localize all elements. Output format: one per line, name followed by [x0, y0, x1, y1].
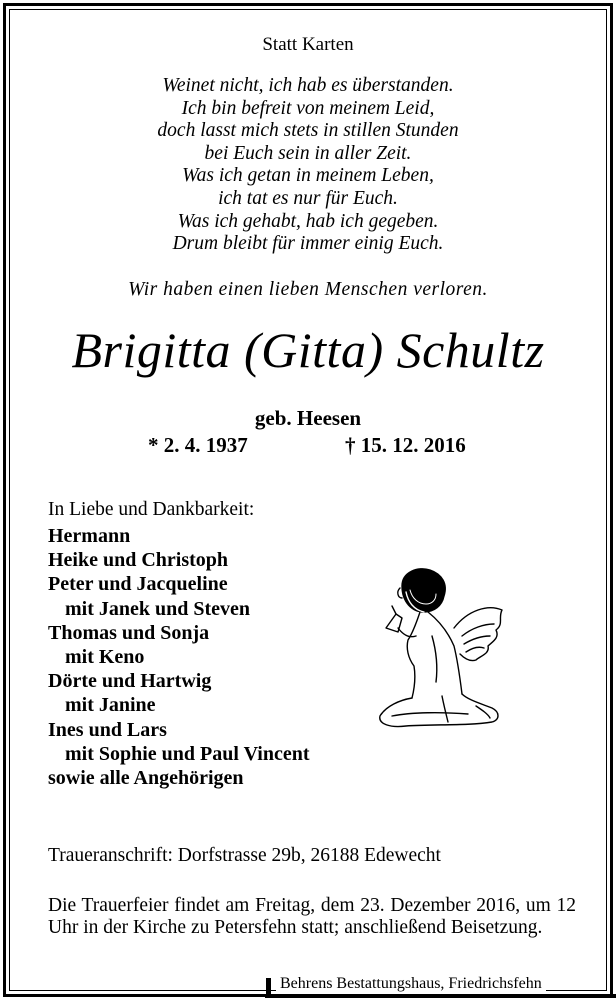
undertaker-baseline: [265, 994, 616, 998]
lost-line: Wir haben einen lieben Menschen verloren.: [128, 279, 488, 300]
poem-line: Was ich gehabt, hab ich gegeben.: [177, 210, 439, 232]
intro-text: Statt Karten: [262, 34, 354, 55]
family-member: Heike und Christoph: [48, 549, 229, 572]
birth-date: * 2. 4. 1937: [148, 433, 248, 457]
family-member: Hermann: [48, 525, 131, 547]
death-date: † 15. 12. 2016: [345, 433, 466, 457]
poem-line: ich tat es nur für Euch.: [218, 187, 398, 209]
poem-line: bei Euch sein in aller Zeit.: [204, 142, 412, 164]
poem-line: Was ich getan in meinem Leben,: [182, 165, 434, 187]
family-member: Thomas und Sonja: [48, 621, 210, 644]
poem-line: Weinet nicht, ich hab es überstanden.: [162, 75, 454, 96]
deceased-name: Brigitta (Gitta) Schultz: [71, 322, 545, 378]
birth-name: geb. Heesen: [254, 406, 362, 430]
mourning-address: Traueranschrift: Dorfstrasse 29b, 26188 Edewecht: [48, 845, 441, 866]
family-member: Ines und Lars: [48, 718, 167, 741]
family-member: Peter und Jacqueline: [48, 573, 228, 596]
family-member: mit Sophie und Paul Vincent: [65, 742, 310, 765]
family-member: Dörte und Hartwig: [48, 670, 212, 693]
poem: [0, 75, 616, 256]
praying-angel-icon: [372, 566, 508, 736]
poem-line: Drum bleibt für immer einig Euch.: [172, 233, 444, 255]
undertaker-name: Behrens Bestattungshaus, Friedrichsfehn: [276, 975, 546, 993]
thanks-heading: In Liebe und Dankbarkeit:: [48, 499, 255, 520]
family-member: sowie alle Angehörigen: [48, 767, 244, 790]
poem-line: Ich bin befreit von meinem Leid,: [181, 97, 435, 119]
ceremony-info: Die Trauerfeier findet am Freitag, dem 23. Dezember 2016, um 12 Uhr in der Kirche zu Petersfehn statt; anschließend Beisetzung.: [48, 895, 576, 938]
family-member: mit Keno: [65, 646, 145, 669]
family-member: mit Janine: [65, 694, 156, 717]
poem-line: doch lasst mich stets in stillen Stunden: [157, 120, 459, 142]
family-member: mit Janek und Steven: [65, 597, 251, 620]
family-list: [48, 524, 310, 790]
